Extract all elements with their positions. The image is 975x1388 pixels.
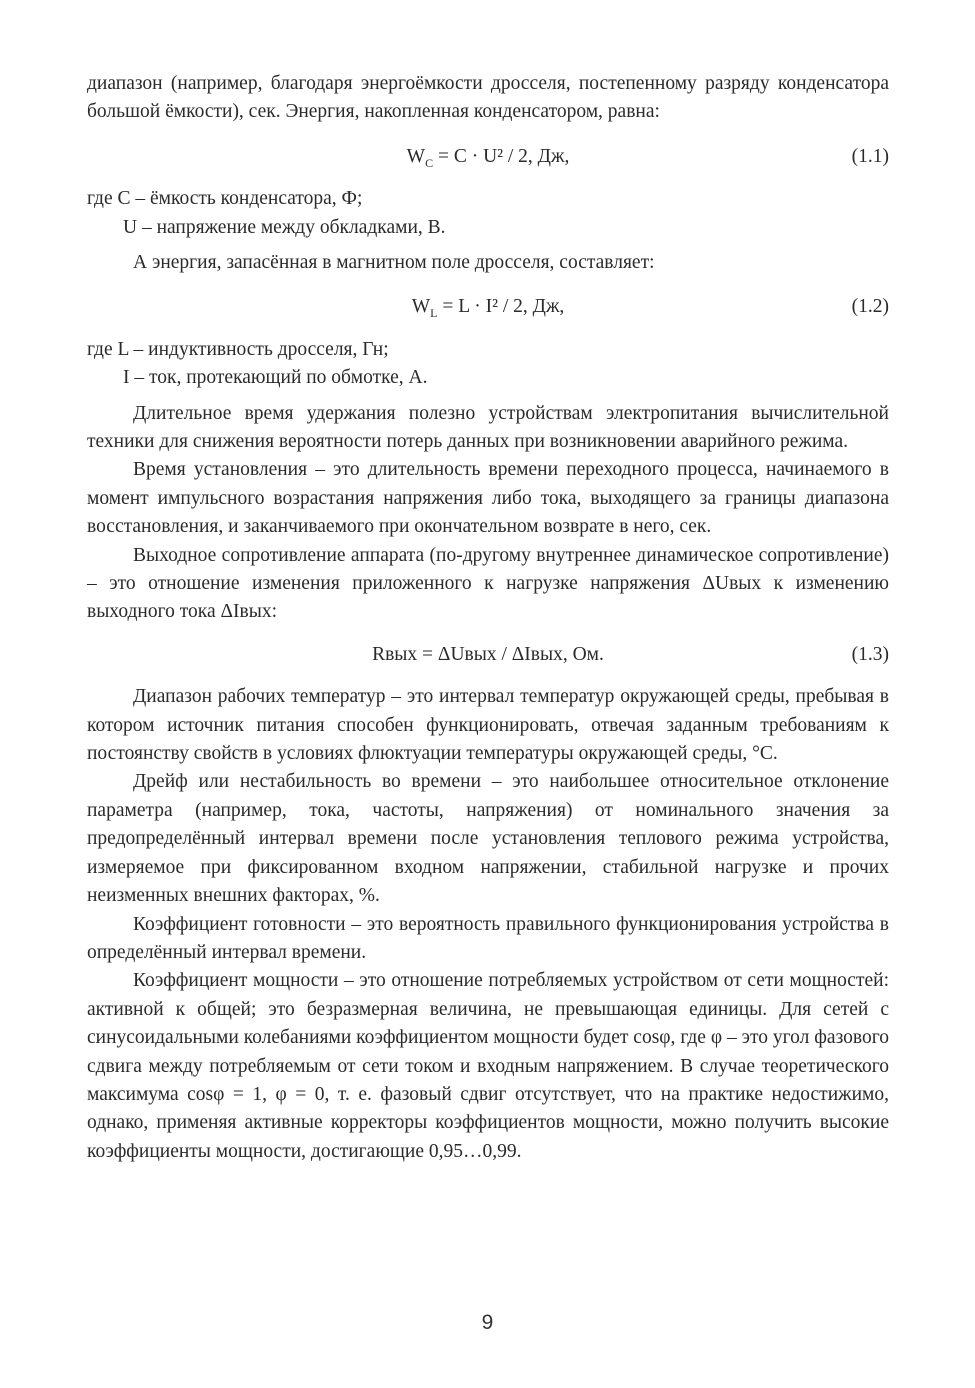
paragraph-inductor-intro: А энергия, запасённая в магнитном поле дросселя, составляет: <box>133 252 655 274</box>
paragraph-settling-time: Время установления – это длительность времени переходного процесса, начинаемого в момент импульсного возрастания напряжения либо тока, выходящего за границы диапазона восстановления, и заканчиваемого при окончательном возврате в него, сек. <box>87 459 889 538</box>
where-capacitance: где C – ёмкость конденсатора, Ф; <box>87 188 363 210</box>
equation-number: (1.3) <box>851 643 889 665</box>
equation-1-3 <box>87 641 889 669</box>
where-inductance: где L – индуктивность дросселя, Гн; <box>87 338 389 360</box>
equation-number: (1.2) <box>851 296 889 318</box>
equation-formula: $W_L = L \cdot I^2 / 2$, Дж, <box>411 296 565 321</box>
equation-formula: Rвых = ΔUвых / ΔIвых, Ом. <box>372 643 604 665</box>
paragraph-output-resistance: Выходное сопротивление аппарата (по-другому внутреннее динамическое сопротивление) – это отношение изменения приложенного к нагрузке напряжения ΔUвых к изменению выходного тока ΔIвых: <box>87 544 889 623</box>
where-voltage: U – напряжение между обкладками, В. <box>123 216 446 238</box>
equation-1-1 <box>87 143 889 171</box>
page-body <box>87 70 889 1166</box>
paragraph-hold-time: Длительное время удержания полезно устройствам электропитания вычислительной техники для снижения вероятности потерь данных при возникновении аварийного режима. <box>87 402 889 453</box>
equation-number: (1.1) <box>851 145 889 167</box>
where-current: I – ток, протекающий по обмотке, А. <box>123 367 428 389</box>
page-number: 9 <box>481 1311 494 1334</box>
equation-1-2 <box>87 293 889 321</box>
paragraph-power-factor: Коэффициент мощности – это отношение потребляемых устройством от сети мощностей: активной к общей; это безразмерная величина, не превышающая единицы. Для сетей с синусоидальными колебаниями коэффициентом мощности будет cosφ, где φ – это угол фазового сдвига между потребляемым от сети током и входным напряжением. В случае теоретического максимума cosφ = 1, φ = 0, т. е. фазовый сдвиг отсутствует, что на практике недостижимо, однако, применяя активные корректоры коэффициентов мощности, можно получить высокие коэффициенты мощности, достигающие 0,95…0,99. <box>87 970 889 1162</box>
paragraph-drift: Дрейф или нестабильность во времени – это наибольшее относительное отклонение параметра (например, тока, частоты, напряжения) от номинального значения за предопределённый интервал времени после установления теплового режима устройства, измеряемое при фиксированном входном напряжении, стабильной нагрузке и прочих неизменных внешних факторах, %. <box>87 771 889 907</box>
paragraph-temperature-range: Диапазон рабочих температур – это интервал температур окружающей среды, пребывая в котором источник питания способен функционировать, отвечая заданным требованиям к постоянству свойств в условиях флюктуации температуры окружающей среды, °С. <box>87 686 889 765</box>
paragraph-intro: диапазон (например, благодаря энергоёмкости дросселя, постепенному разряду конденсатора большой ёмкости), сек. Энергия, накопленная конденсатором, равна: <box>87 73 889 123</box>
equation-formula: $W_C = C \cdot U^2 / 2$, Дж, <box>406 145 570 170</box>
paragraph-availability: Коэффициент готовности – это вероятность правильного функционирования устройства в определённый интервал времени. <box>87 913 889 963</box>
